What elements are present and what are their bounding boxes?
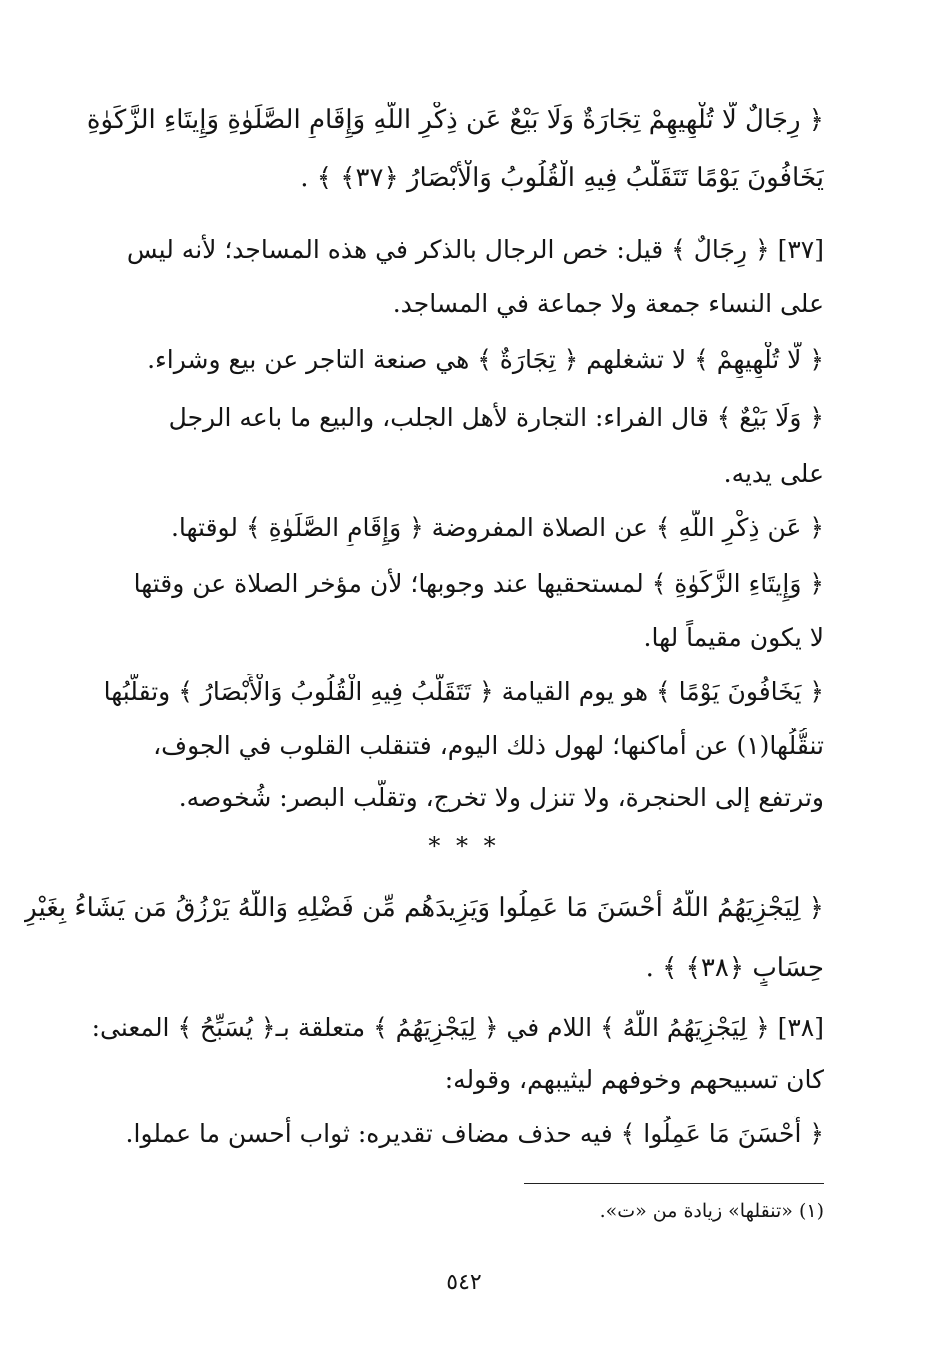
commentary-line: على النساء جمعة ولا جماعة في المساجد. <box>392 289 824 318</box>
commentary-line: ﴿ يَخَافُونَ يَوْمًا ﴾ هو يوم القيامة ﴿ تَتَقَلَّبُ فِيهِ الْقُلُوبُ وَالْأَبْصَارُ ﴾ وتقلُّبُها <box>103 677 824 706</box>
commentary-line: ﴿ وَلَا بَيْعٌ ﴾ قال الفراء: التجارة لأهل الجلب، والبيع ما باعه الرجل <box>168 403 824 432</box>
commentary-line: ﴿ عَن ذِكْرِ اللَّهِ ﴾ عن الصلاة المفروضة ﴿ وَإِقَامِ الصَّلَوٰةِ ﴾ لوقتها. <box>170 513 824 542</box>
commentary-line: [٣٨] ﴿ لِيَجْزِيَهُمُ اللَّهُ ﴾ اللام في ﴿ لِيَجْزِيَهُمُ ﴾ متعلقة بـ﴿ يُسَبِّحُ ﴾ المعنى: <box>91 1013 824 1042</box>
commentary-line: لا يكون مقيماً لها. <box>643 623 824 652</box>
section-separator: * * * <box>428 832 500 860</box>
verse-37-line-2: يَخَافُونَ يَوْمًا تَتَقَلَّبُ فِيهِ الْقُلُوبُ وَالْأَبْصَارُ ﴿٣٧﴾ ﴾ . <box>300 163 824 193</box>
commentary-line: ﴿ وَإِيتَاءِ الزَّكَوٰةِ ﴾ لمستحقيها عند وجوبها؛ لأن مؤخر الصلاة عن وقتها <box>133 569 824 598</box>
commentary-line: ﴿ أَحْسَنَ مَا عَمِلُوا ﴾ فيه حذف مضاف تقديره: ثواب أحسن ما عملوا. <box>125 1119 824 1148</box>
commentary-line: تنقُّلُها(١) عن أماكنها؛ لهول ذلك اليوم، فتنقلب القلوب في الجوف، <box>153 731 824 760</box>
verse-38-line-1: ﴿ لِيَجْزِيَهُمُ اللَّهُ أَحْسَنَ مَا عَمِلُوا وَيَزِيدَهُم مِّن فَضْلِهِ وَاللَّهُ يَرْزُقُ مَن يَشَاءُ بِغَيْرِ <box>24 893 824 923</box>
commentary-line: ﴿ لَّا تُلْهِيهِمْ ﴾ لا تشغلهم ﴿ تِجَارَةٌ ﴾ هي صنعة التاجر عن بيع وشراء. <box>147 345 824 374</box>
commentary-line: على يديه. <box>723 459 824 488</box>
verse-38-line-2: حِسَابٍ ﴿٣٨﴾ ﴾ . <box>645 953 824 983</box>
commentary-line: كان تسبيحهم وخوفهم ليثيبهم، وقوله: <box>444 1065 824 1094</box>
commentary-line: وترتفع إلى الحنجرة، ولا تنزل ولا تخرج، وتقلُّب البصر: شُخوصه. <box>178 783 824 812</box>
verse-37-line-1: ﴿ رِجَالٌ لَّا تُلْهِيهِمْ تِجَارَةٌ وَلَا بَيْعٌ عَن ذِكْرِ اللَّهِ وَإِقَامِ الصَّلَوٰةِ وَإِيتَاءِ الزَّكَوٰةِ <box>86 105 824 135</box>
commentary-line: [٣٧] ﴿ رِجَالٌ ﴾ قيل: خص الرجال بالذكر في هذه المساجد؛ لأنه ليس <box>126 235 824 264</box>
footnote: (١) «تنقلها» زيادة من «ت». <box>599 1200 824 1222</box>
page-number: ٥٤٢ <box>446 1270 482 1295</box>
footnote-divider <box>524 1183 824 1184</box>
